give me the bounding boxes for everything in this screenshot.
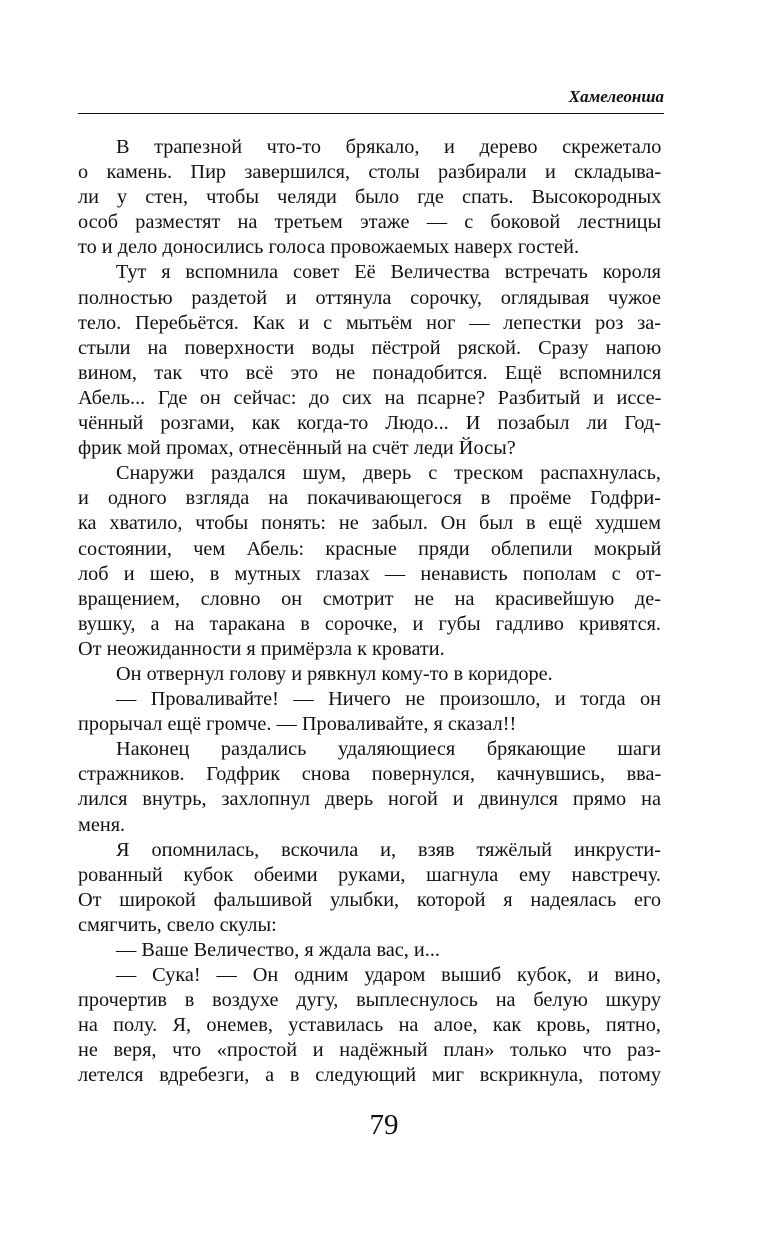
text-line: то и дело доносились голоса провожаемых наверх гостей. <box>78 236 580 259</box>
text-line: на полу. Я, онемев, уставилась на алое, как кровь, пятно, <box>78 1014 661 1037</box>
text-line: От широкой фальшивой улыбки, которой я надеялась его <box>78 888 661 911</box>
text-line: о камень. Пир завершился, столы разбирали и складыва- <box>78 161 661 184</box>
text-line: прорычал ещё громче. — Проваливайте, я сказал!! <box>78 713 517 736</box>
text-line: тело. Перебьётся. Как и с мытьём ног — лепестки роз за- <box>78 311 661 334</box>
text-line: Он отвернул голову и рявкнул кому-то в коридоре. <box>116 662 553 685</box>
text-line: особ разместят на третьем этаже — с боковой лестницы <box>78 211 661 234</box>
text-line: Абель... Где он сейчас: до сих на псарне? Разбитый и иссе- <box>78 386 661 409</box>
text-line: вином, так что всё это не понадобится. Ещё вспомнился <box>78 361 661 384</box>
text-line: полностью раздетой и оттянула сорочку, оглядывая чужое <box>78 286 661 309</box>
text-line: чённый розгами, как когда-то Людо... И позабыл ли Год- <box>78 412 661 435</box>
text-line: В трапезной что-то брякало, и дерево скрежетало <box>116 136 661 158</box>
text-line: ли у стен, чтобы челяди было где спать. Высокородных <box>78 186 661 209</box>
text-line: Снаружи раздался шум, дверь с треском распахнулась, <box>116 462 661 485</box>
text-line: состоянии, чем Абель: красные пряди облепили мокрый <box>78 537 661 560</box>
text-line: меня. <box>78 813 126 836</box>
text-line: и одного взгляда на покачивающегося в проёме Годфри- <box>78 487 661 510</box>
header-rule <box>78 113 664 114</box>
text-line: прочертив в воздухе дугу, выплеснулось на белую шкуру <box>78 989 661 1012</box>
text-line: — Проваливайте! — Ничего не произошло, и тогда он <box>116 688 661 711</box>
text-line: вращением, словно он смотрит не на красивейшую де- <box>78 587 661 610</box>
text-line: летелся вдребезги, а в следующий миг вскрикнула, потому <box>78 1064 661 1087</box>
text-line: Я опомнилась, вскочила и, взяв тяжёлый инкрусти- <box>116 838 661 861</box>
text-line: стыли на поверхности воды пёстрой ряской. Сразу напою <box>78 336 661 359</box>
text-line: Тут я вспомнила совет Её Величества встречать короля <box>116 261 661 284</box>
text-line: стражников. Годфрик снова повернулся, качнувшись, вва- <box>78 763 661 786</box>
text-line: не веря, что «простой и надёжный план» только что раз- <box>78 1039 661 1062</box>
page-number: 79 <box>369 1109 399 1141</box>
text-line: смягчить, свело скулы: <box>78 913 277 936</box>
text-line: лился внутрь, захлопнул дверь ногой и двинулся прямо на <box>78 788 661 811</box>
text-line: лоб и шею, в мутных глазах — ненависть пополам с от- <box>78 562 661 585</box>
text-line: От неожиданности я примёрзла к кровати. <box>78 637 445 660</box>
text-line: ка хватило, чтобы понять: не забыл. Он был в ещё худшем <box>78 512 661 535</box>
running-title: Хамелеонша <box>568 87 664 106</box>
text-line: рованный кубок обеими руками, шагнула ему навстречу. <box>78 863 661 886</box>
text-line: Наконец раздались удаляющиеся брякающие шаги <box>116 738 661 761</box>
text-line: фрик мой промах, отнесённый на счёт леди Йосы? <box>78 437 516 460</box>
text-line: — Ваше Величество, я ждала вас, и... <box>116 939 440 961</box>
text-line: вушку, а на таракана в сорочке, и губы гадливо кривятся. <box>78 612 661 635</box>
body-text <box>78 135 661 1089</box>
text-line: — Сука! — Он одним ударом вышиб кубок, и вино, <box>116 964 661 987</box>
